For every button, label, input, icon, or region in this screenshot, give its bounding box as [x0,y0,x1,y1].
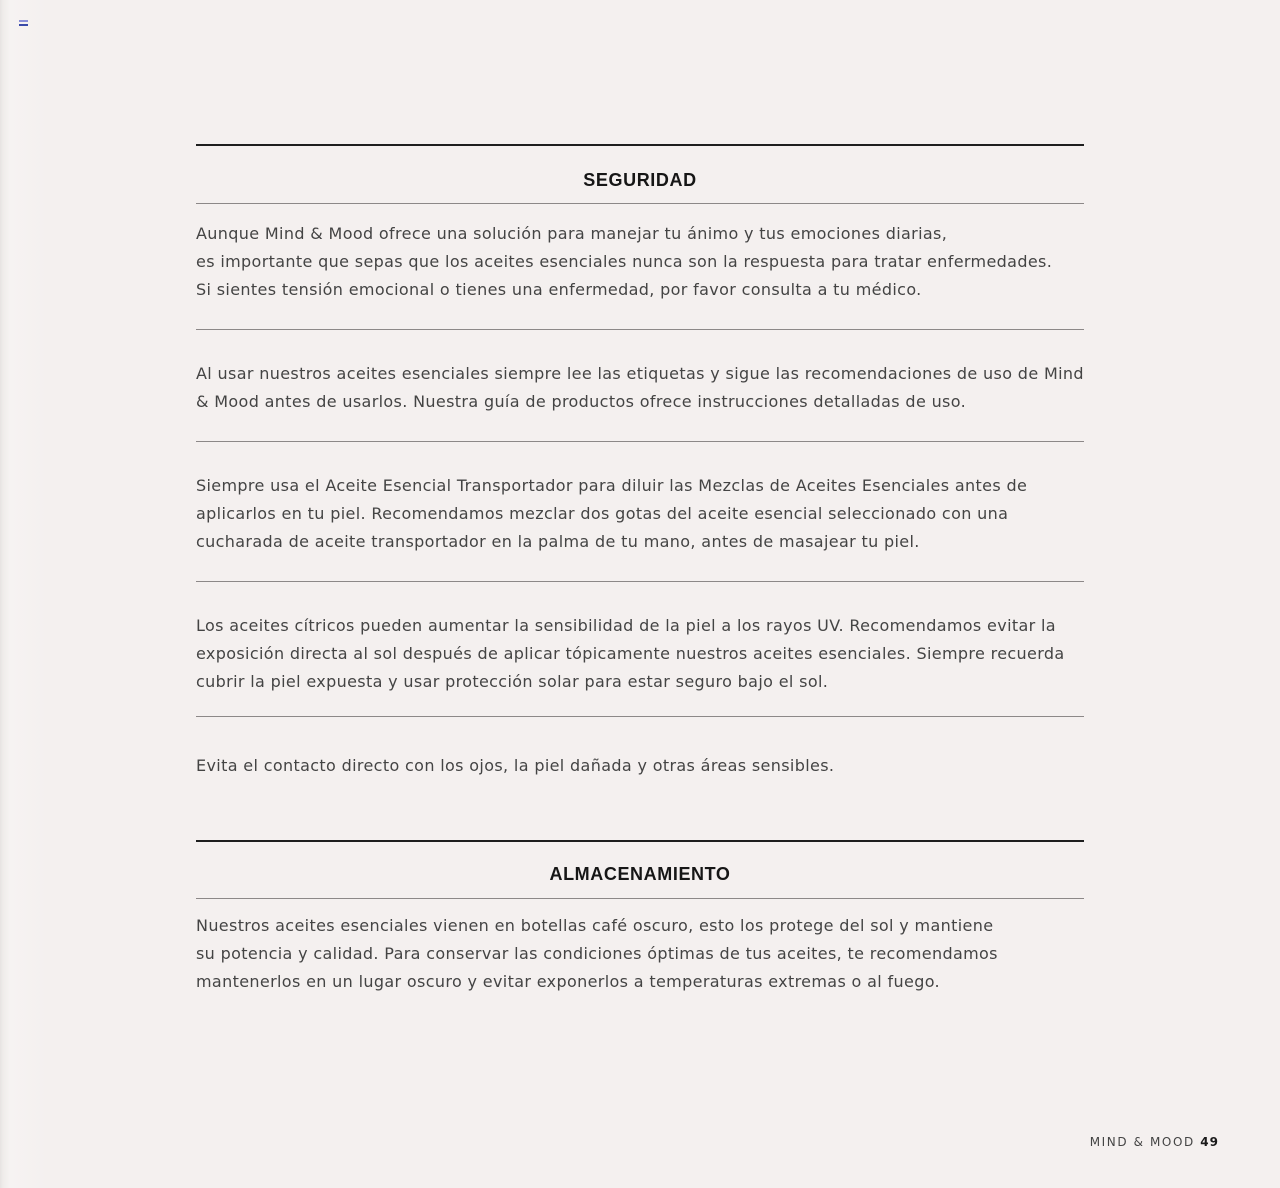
paragraph-line: mantenerlos en un lugar oscuro y evitar exponerlos a temperaturas extremas o al fuego. [196,972,940,991]
section-title-rule [196,898,1084,899]
paragraph-divider [196,441,1084,442]
section-title-rule [196,203,1084,204]
paragraph-divider [196,716,1084,717]
page-gutter [0,0,48,1188]
paragraph-line: Aunque Mind & Mood ofrece una solución para manejar tu ánimo y tus emociones diarias, [196,224,948,243]
section-title-seguridad: SEGURIDAD [583,170,697,190]
paragraph-line: Al usar nuestros aceites esenciales siempre lee las etiquetas y sigue las recomendaciones de uso de Mind [196,364,1084,383]
menu-icon[interactable] [19,20,28,27]
paragraph-line: cucharada de aceite transportador en la palma de tu mano, antes de masajear tu piel. [196,532,920,551]
paragraph-line: exposición directa al sol después de aplicar tópicamente nuestros aceites esenciales. Siempre recuerda [196,644,1065,663]
paragraph-divider [196,581,1084,582]
paragraph-line: Siempre usa el Aceite Esencial Transportador para diluir las Mezclas de Aceites Esenciales antes de [196,476,1028,495]
paragraph-line: aplicarlos en tu piel. Recomendamos mezclar dos gotas del aceite esencial seleccionado con una [196,504,1009,523]
paragraph-line: Evita el contacto directo con los ojos, la piel dañada y otras áreas sensibles. [196,756,835,775]
safety-paragraph-dilution [196,472,1084,556]
paragraph-divider [196,329,1084,330]
section-seguridad [196,144,1084,780]
page-content [196,144,1084,996]
paragraph-line: cubrir la piel expuesta y usar protección solar para estar seguro bajo el sol. [196,672,829,691]
page-number: 49 [1200,1135,1219,1149]
section-title-almacenamiento: ALMACENAMIENTO [549,864,731,884]
paragraph-line: Si sientes tensión emocional o tienes una enfermedad, por favor consulta a tu médico. [196,280,922,299]
section-almacenamiento [196,840,1084,996]
footer-brand: MIND & MOOD [1089,1135,1195,1149]
paragraph-line: Los aceites cítricos pueden aumentar la sensibilidad de la piel a los rayos UV. Recomendamos evitar la [196,616,1056,635]
safety-paragraph-labels [196,360,1084,416]
paragraph-line: su potencia y calidad. Para conservar las condiciones óptimas de tus aceites, te recomendamos [196,944,998,963]
safety-paragraph-citrus [196,612,1084,696]
safety-paragraph-health [196,220,1084,304]
page-footer [1090,1135,1219,1149]
menu-icon-bar [19,24,28,26]
menu-icon-bar [19,20,28,22]
storage-paragraph [196,912,1084,996]
paragraph-line: es importante que sepas que los aceites esenciales nunca son la respuesta para tratar enfermedades. [196,252,1053,271]
paragraph-line: Nuestros aceites esenciales vienen en botellas café oscuro, esto los protege del sol y mantiene [196,916,994,935]
paragraph-line: & Mood antes de usarlos. Nuestra guía de productos ofrece instrucciones detalladas de uso. [196,392,967,411]
safety-paragraph-eyes [196,752,1084,780]
